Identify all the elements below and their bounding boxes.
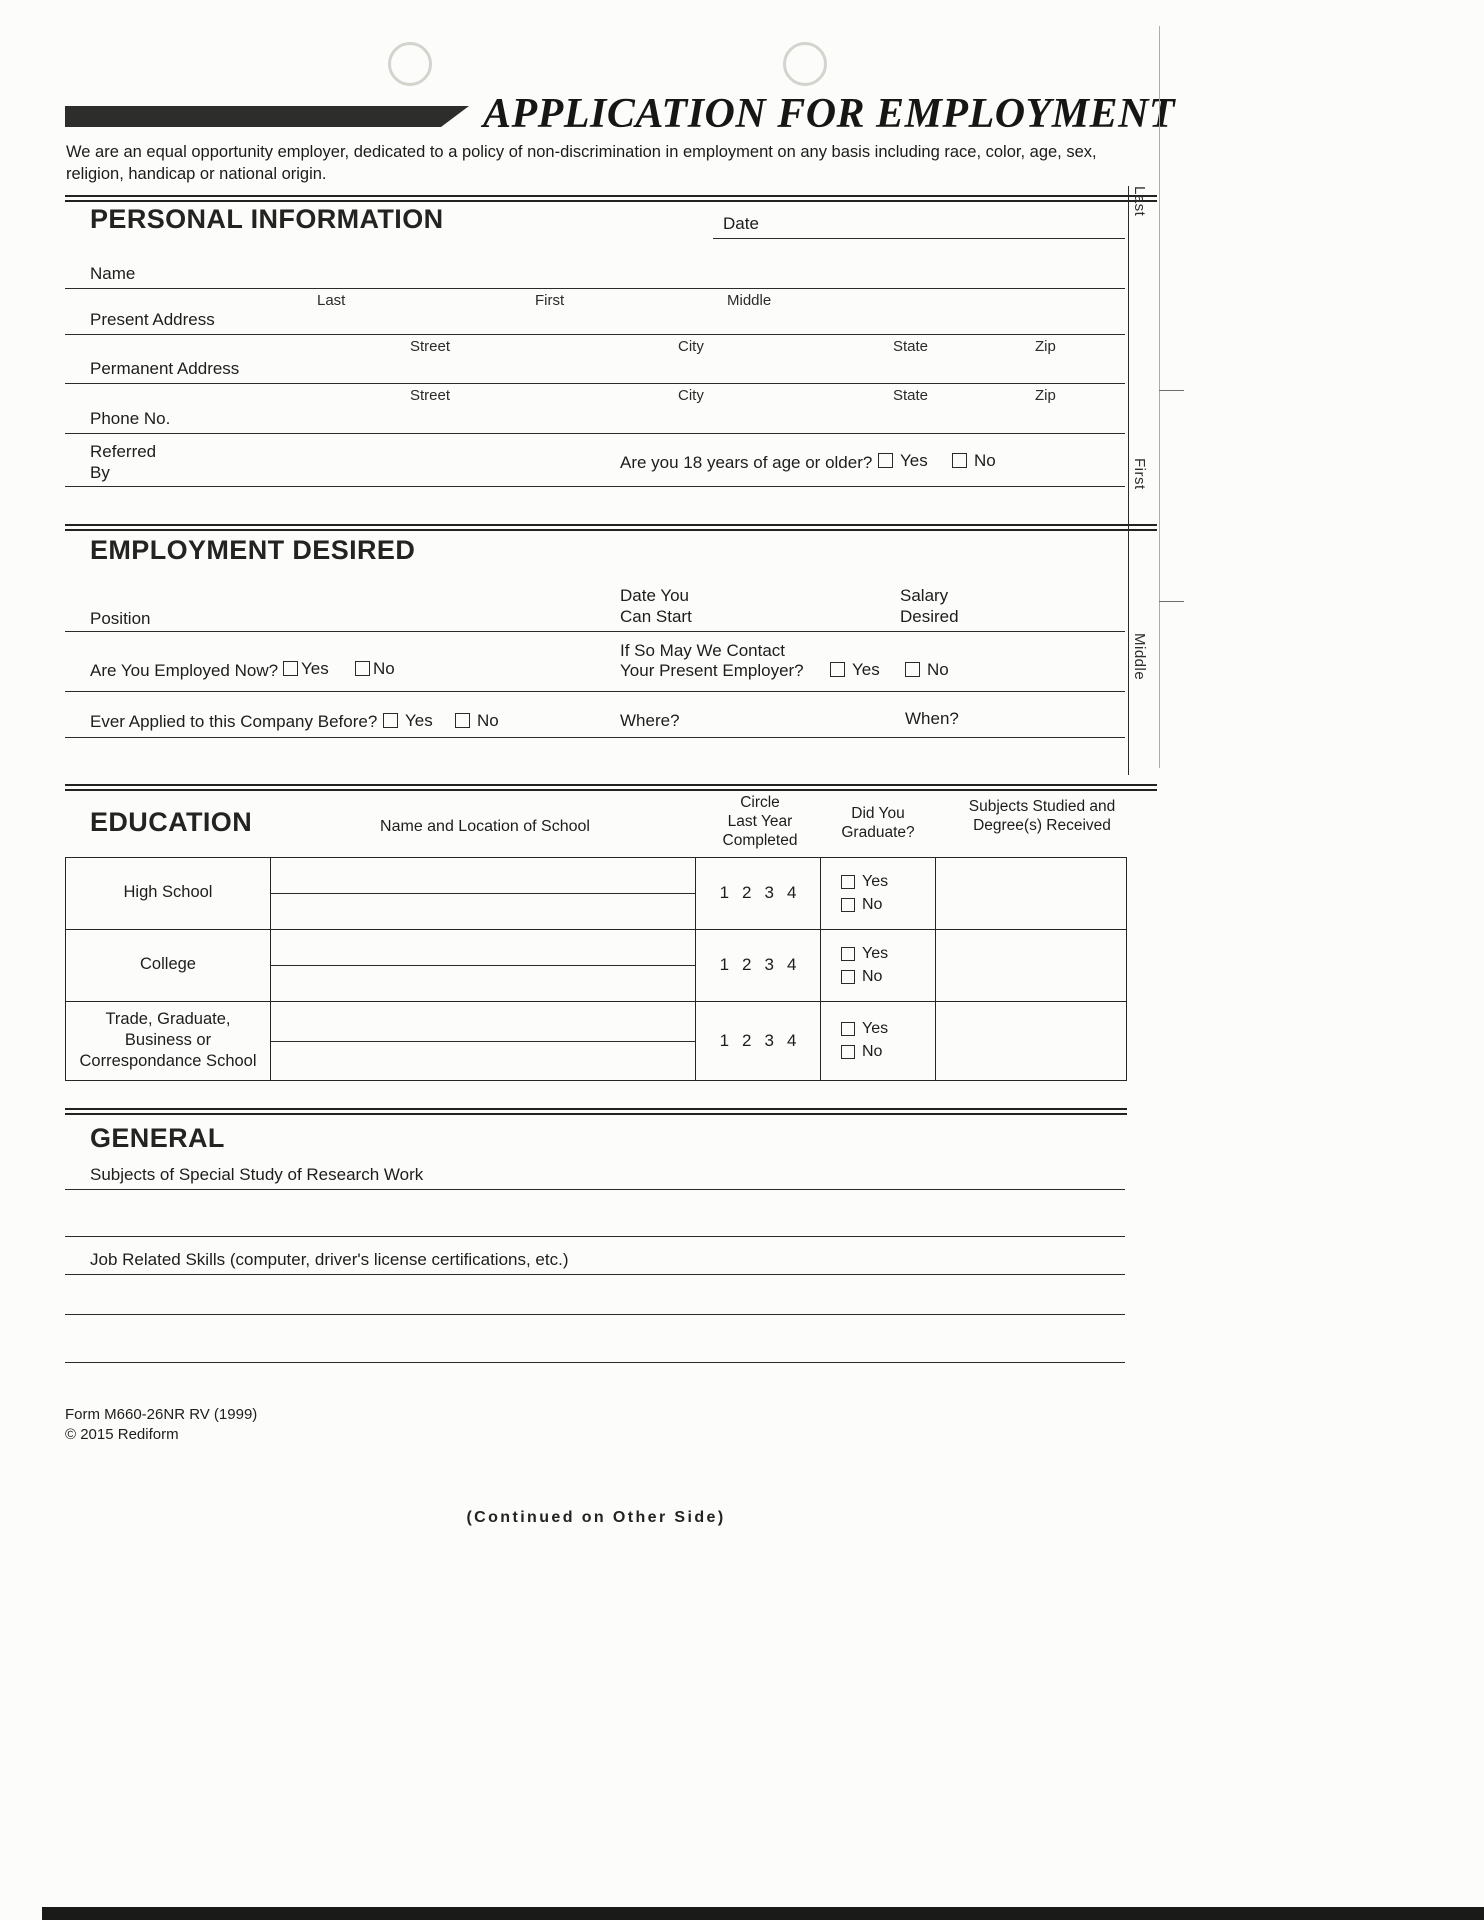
form-footer-note bbox=[65, 1405, 1127, 1446]
name-sub-last: Last bbox=[317, 291, 346, 309]
graduate-column-header: Did You Graduate? bbox=[841, 804, 915, 841]
present-street-sublabel: Street bbox=[410, 337, 451, 355]
graduate-yes-checkbox[interactable] bbox=[841, 1022, 855, 1036]
present-address-label: Present Address bbox=[90, 309, 215, 329]
referred-by-label-line1: Referred bbox=[90, 441, 157, 461]
employed-now-no-option bbox=[355, 659, 395, 679]
college-year-options bbox=[696, 930, 821, 1001]
graduate-no-label: No bbox=[862, 1043, 883, 1061]
form-number: Form M660-26NR RV (1999) bbox=[65, 1405, 258, 1423]
year-3-option[interactable]: 3 bbox=[764, 1030, 774, 1050]
trade-school-subjects-input[interactable] bbox=[936, 1002, 1126, 1080]
age-yes-option bbox=[878, 451, 928, 471]
graduate-yes-option bbox=[841, 873, 935, 891]
education-title: EDUCATION bbox=[90, 806, 253, 837]
personal-information-section bbox=[65, 202, 1127, 524]
graduate-yes-option bbox=[841, 945, 935, 963]
salary-desired-label-line2: Desired bbox=[900, 606, 959, 626]
applied-before-input-line[interactable] bbox=[65, 737, 1125, 738]
graduate-yes-label: Yes bbox=[862, 944, 889, 962]
employed-now-no-label: No bbox=[373, 658, 395, 678]
employed-now-yes-option bbox=[283, 659, 329, 679]
trade-school-year-options bbox=[696, 1002, 821, 1080]
when-label: When? bbox=[905, 708, 959, 728]
college-subjects-input[interactable] bbox=[936, 930, 1126, 1001]
year-4-option[interactable]: 4 bbox=[786, 955, 797, 975]
date-input-line[interactable] bbox=[713, 238, 1125, 239]
row-label-trade-school: Trade, Graduate, Business or Correspondance School bbox=[66, 1002, 271, 1080]
college-graduate-options bbox=[821, 930, 936, 1001]
year-2-option[interactable]: 2 bbox=[742, 1030, 752, 1050]
side-tab-first: First bbox=[1131, 458, 1148, 490]
where-label: Where? bbox=[620, 710, 680, 730]
header-accent-bar bbox=[65, 106, 469, 127]
year-1-option[interactable]: 1 bbox=[719, 1030, 730, 1050]
graduate-no-label: No bbox=[862, 967, 883, 985]
graduate-no-label: No bbox=[862, 895, 883, 913]
graduate-yes-option bbox=[841, 1020, 935, 1038]
trade-school-graduate-options bbox=[821, 1002, 936, 1080]
age-no-option bbox=[952, 451, 996, 471]
section-divider bbox=[65, 784, 1157, 791]
applied-before-question-label: Ever Applied to this Company Before? bbox=[90, 711, 378, 731]
age-no-checkbox[interactable] bbox=[952, 453, 967, 468]
punch-hole bbox=[783, 42, 827, 86]
scan-edge-bar bbox=[42, 1907, 1484, 1920]
employed-now-yes-label: Yes bbox=[301, 658, 329, 678]
contact-employer-label-line2: Your Present Employer? bbox=[620, 660, 804, 680]
general-section bbox=[65, 1115, 1127, 1373]
education-row-college bbox=[66, 930, 1126, 1002]
graduate-no-checkbox[interactable] bbox=[841, 1045, 855, 1059]
paper-edge-line bbox=[1159, 26, 1160, 768]
date-label: Date bbox=[723, 213, 759, 233]
high-school-name-input[interactable] bbox=[271, 858, 696, 929]
year-2-option[interactable]: 2 bbox=[742, 955, 752, 975]
employed-now-question-label: Are You Employed Now? bbox=[90, 660, 279, 680]
year-2-option[interactable]: 2 bbox=[742, 883, 752, 903]
contact-employer-yes-option bbox=[830, 660, 880, 680]
position-label: Position bbox=[90, 608, 151, 628]
side-tab-last: Last bbox=[1131, 186, 1148, 217]
age-question-label: Are you 18 years of age or older? bbox=[620, 452, 873, 472]
subjects-column-header: Subjects Studied and Degree(s) Received bbox=[968, 797, 1116, 834]
permanent-zip-sublabel: Zip bbox=[1035, 386, 1056, 404]
contact-employer-label-line1: If So May We Contact bbox=[620, 640, 786, 660]
job-skills-label: Job Related Skills (computer, driver's license certifications, etc.) bbox=[90, 1249, 569, 1269]
graduate-yes-label: Yes bbox=[862, 872, 889, 890]
year-4-option[interactable]: 4 bbox=[786, 1030, 797, 1050]
high-school-graduate-options bbox=[821, 858, 936, 929]
general-title: GENERAL bbox=[90, 1122, 225, 1153]
job-skills-input-line-3[interactable] bbox=[65, 1362, 1125, 1363]
section-divider bbox=[65, 524, 1157, 531]
special-study-label: Subjects of Special Study of Research Work bbox=[90, 1164, 424, 1184]
name-sub-first: First bbox=[535, 291, 565, 309]
eeo-statement: We are an equal opportunity employer, dedicated to a policy of non-discrimination in employment on any basis including race, color, age, sex, religion, handicap or national origin. bbox=[66, 143, 1097, 183]
high-school-subjects-input[interactable] bbox=[936, 858, 1126, 929]
age-yes-label: Yes bbox=[900, 450, 928, 470]
permanent-address-input-line[interactable] bbox=[65, 383, 1125, 384]
graduate-no-checkbox[interactable] bbox=[841, 970, 855, 984]
job-skills-input-line-2[interactable] bbox=[65, 1314, 1125, 1315]
permanent-street-sublabel: Street bbox=[410, 386, 451, 404]
section-divider bbox=[65, 1108, 1127, 1115]
present-city-sublabel: City bbox=[678, 337, 704, 355]
graduate-yes-checkbox[interactable] bbox=[841, 947, 855, 961]
college-name-input[interactable] bbox=[271, 930, 696, 1001]
employment-desired-section bbox=[65, 531, 1127, 784]
write-line bbox=[271, 1041, 695, 1042]
side-tab-divider-line bbox=[1128, 186, 1129, 775]
circle-year-column-header: Circle Last Year Completed bbox=[722, 793, 798, 849]
side-tab-middle: Middle bbox=[1131, 633, 1148, 681]
write-line bbox=[271, 965, 695, 966]
row-label-college: College bbox=[66, 930, 271, 1001]
employed-now-input-line[interactable] bbox=[65, 691, 1125, 692]
applied-before-yes-checkbox[interactable] bbox=[383, 713, 398, 728]
graduate-no-checkbox[interactable] bbox=[841, 898, 855, 912]
section-divider bbox=[65, 195, 1157, 202]
graduate-no-option bbox=[841, 1043, 935, 1061]
date-you-can-start-label-line2: Can Start bbox=[620, 606, 692, 626]
form-header bbox=[65, 91, 1176, 138]
graduate-yes-checkbox[interactable] bbox=[841, 875, 855, 889]
referred-by-label-line2: By bbox=[90, 462, 110, 482]
punch-hole bbox=[388, 42, 432, 86]
graduate-no-option bbox=[841, 896, 935, 914]
special-study-input-line[interactable] bbox=[65, 1189, 1125, 1190]
referred-by-input-line[interactable] bbox=[65, 486, 1125, 487]
row-label-high-school: High School bbox=[66, 858, 271, 929]
phone-input-line[interactable] bbox=[65, 433, 1125, 434]
education-table bbox=[65, 857, 1127, 1081]
present-zip-sublabel: Zip bbox=[1035, 337, 1056, 355]
name-label: Name bbox=[90, 263, 136, 283]
permanent-state-sublabel: State bbox=[893, 386, 929, 404]
name-input-line[interactable] bbox=[65, 288, 1125, 289]
contact-employer-no-checkbox[interactable] bbox=[905, 662, 920, 677]
contact-employer-yes-label: Yes bbox=[852, 659, 880, 679]
form-title: APPLICATION FOR EMPLOYMENT bbox=[483, 91, 1176, 137]
school-column-header: Name and Location of School bbox=[380, 817, 590, 835]
write-line bbox=[271, 893, 695, 894]
education-header bbox=[65, 791, 1127, 857]
contact-employer-no-label: No bbox=[927, 659, 949, 679]
year-3-option[interactable]: 3 bbox=[764, 955, 774, 975]
application-form bbox=[65, 91, 1176, 1527]
trade-school-name-input[interactable] bbox=[271, 1002, 696, 1080]
applied-before-no-option bbox=[455, 711, 499, 731]
personal-information-title: PERSONAL INFORMATION bbox=[90, 203, 444, 234]
age-yes-checkbox[interactable] bbox=[878, 453, 893, 468]
special-study-input-line-2[interactable] bbox=[65, 1236, 1125, 1237]
year-1-option[interactable]: 1 bbox=[719, 955, 730, 975]
applied-before-yes-option bbox=[383, 711, 433, 731]
education-row-high-school bbox=[66, 858, 1126, 930]
position-input-line[interactable] bbox=[65, 631, 1125, 632]
continued-note: (Continued on Other Side) bbox=[466, 1509, 726, 1527]
applied-before-no-checkbox[interactable] bbox=[455, 713, 470, 728]
year-4-option[interactable]: 4 bbox=[786, 883, 797, 903]
name-sub-middle: Middle bbox=[727, 291, 772, 309]
applied-before-no-label: No bbox=[477, 710, 499, 730]
job-skills-input-line[interactable] bbox=[65, 1274, 1125, 1275]
age-no-label: No bbox=[974, 450, 996, 470]
permanent-address-label: Permanent Address bbox=[90, 358, 240, 378]
year-1-option[interactable]: 1 bbox=[719, 883, 730, 903]
copyright: © 2015 Rediform bbox=[65, 1425, 179, 1443]
present-address-input-line[interactable] bbox=[65, 334, 1125, 335]
salary-desired-label-line1: Salary bbox=[900, 585, 949, 605]
year-3-option[interactable]: 3 bbox=[764, 883, 774, 903]
employed-now-yes-checkbox[interactable] bbox=[283, 661, 298, 676]
employed-now-no-checkbox[interactable] bbox=[355, 661, 370, 676]
present-state-sublabel: State bbox=[893, 337, 929, 355]
applied-before-yes-label: Yes bbox=[405, 710, 433, 730]
phone-label: Phone No. bbox=[90, 408, 171, 428]
contact-employer-no-option bbox=[905, 660, 949, 680]
perforation-tick bbox=[1159, 601, 1184, 602]
graduate-yes-label: Yes bbox=[862, 1020, 889, 1038]
perforation-tick bbox=[1159, 390, 1184, 391]
contact-employer-yes-checkbox[interactable] bbox=[830, 662, 845, 677]
graduate-no-option bbox=[841, 968, 935, 986]
high-school-year-options bbox=[696, 858, 821, 929]
permanent-city-sublabel: City bbox=[678, 386, 704, 404]
employment-desired-title: EMPLOYMENT DESIRED bbox=[90, 534, 416, 565]
date-you-can-start-label-line1: Date You bbox=[620, 585, 690, 605]
education-row-trade-school bbox=[66, 1002, 1126, 1080]
